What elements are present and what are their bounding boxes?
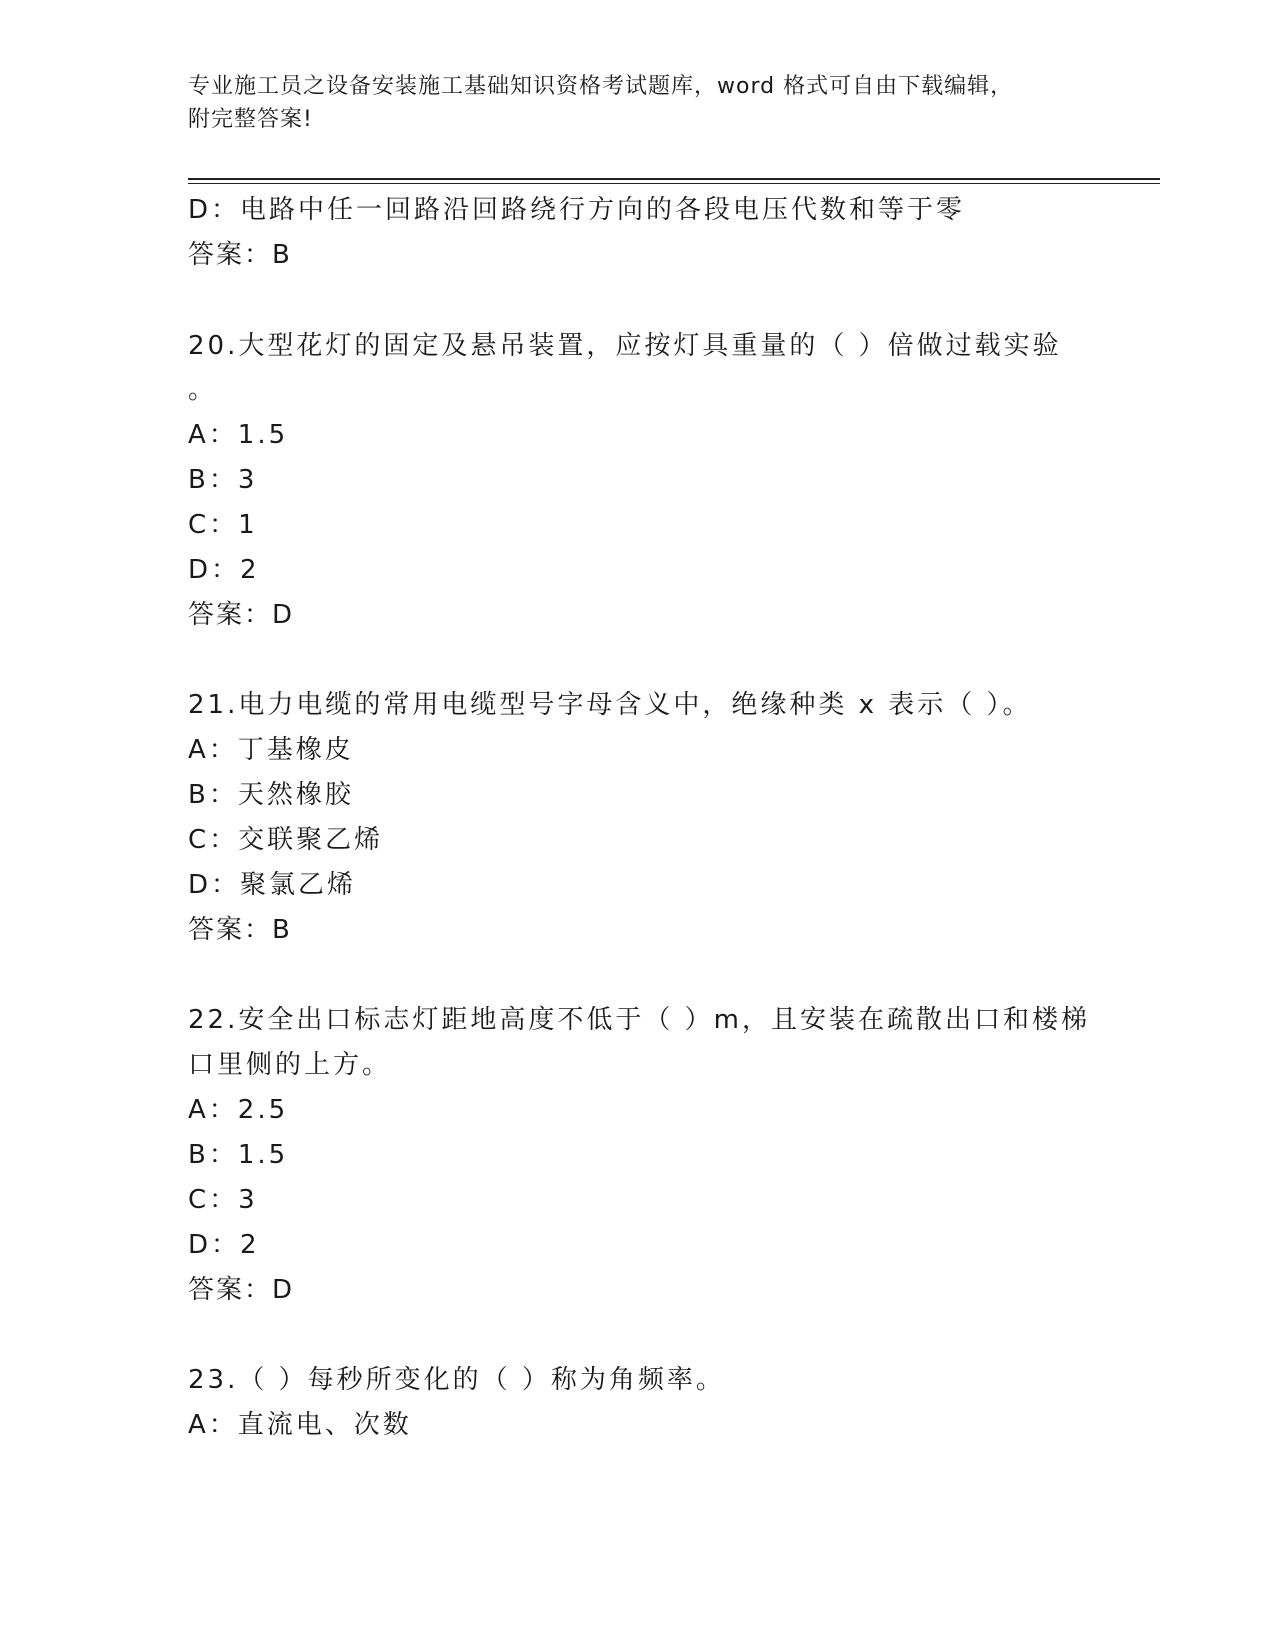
question-stem: 20.大型花灯的固定及悬吊装置，应按灯具重量的（ ）倍做过载实验 xyxy=(188,331,1062,361)
answer: 答案：D xyxy=(188,1275,295,1305)
answer: 答案：B xyxy=(188,915,292,945)
answer: 答案：B xyxy=(188,240,292,270)
header-line-2: 附完整答案! xyxy=(188,107,313,132)
header-line-1: 专业施工员之设备安装施工基础知识资格考试题库，word 格式可自由下载编辑， xyxy=(188,74,1014,99)
option-b: B：3 xyxy=(188,465,258,495)
option-c: C：交联聚乙烯 xyxy=(188,825,384,855)
question-stem-continuation: 口里侧的上方。 xyxy=(188,1050,392,1080)
option-d: D：2 xyxy=(188,555,260,585)
option-b: B：1.5 xyxy=(188,1140,289,1170)
option-a: A：2.5 xyxy=(188,1095,289,1125)
header-divider xyxy=(188,178,1160,184)
question-stem: 23.（ ）每秒所变化的（ ）称为角频率。 xyxy=(188,1365,725,1395)
option-a: A：1.5 xyxy=(188,420,289,450)
question-stem-continuation: 。 xyxy=(188,375,218,405)
question-stem: 21.电力电缆的常用电缆型号字母含义中，绝缘种类 x 表示（ ）。 xyxy=(188,690,1032,720)
answer: 答案：D xyxy=(188,600,295,630)
option-a: A：丁基橡皮 xyxy=(188,735,354,765)
option-d: D：2 xyxy=(188,1230,260,1260)
option-b: B：天然橡胶 xyxy=(188,780,354,810)
option-c: C：3 xyxy=(188,1185,258,1215)
option-a: A：直流电、次数 xyxy=(188,1410,412,1440)
option-c: C：1 xyxy=(188,510,258,540)
option-d: D：电路中任一回路沿回路绕行方向的各段电压代数和等于零 xyxy=(188,195,966,225)
page-header xyxy=(188,70,1088,136)
question-stem: 22.安全出口标志灯距地高度不低于（ ）m，且安装在疏散出口和楼梯 xyxy=(188,1005,1090,1035)
option-d: D：聚氯乙烯 xyxy=(188,870,357,900)
